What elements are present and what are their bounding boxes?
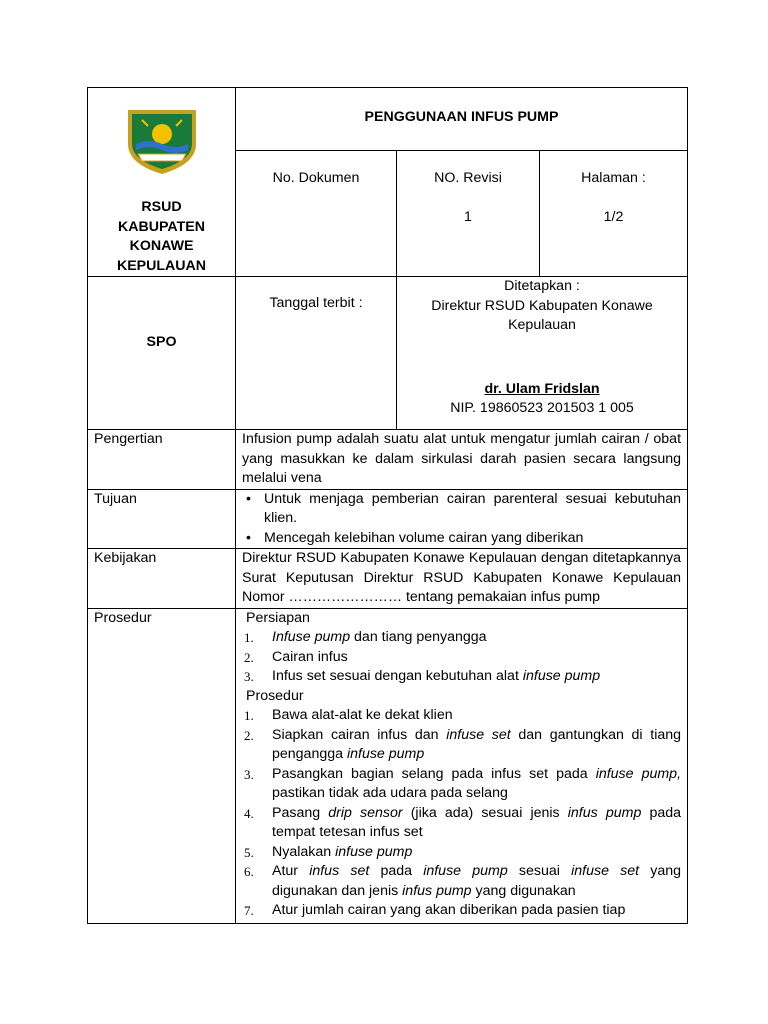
spo-label: SPO [88, 277, 236, 430]
item-number: 2. [244, 649, 254, 665]
list-item [242, 804, 681, 843]
item-text-italic: drip sensor [328, 804, 403, 821]
item-number: 6. [244, 864, 254, 879]
item-text: (jika ada) sesuai jenis [402, 804, 568, 821]
item-text-italic: infus pump [567, 804, 642, 821]
item-text-italic: infuse pump [522, 668, 601, 684]
signer-name: dr. Ulam Fridslan [484, 380, 600, 397]
halaman-label: Halaman : [581, 170, 646, 187]
item-number: 4. [244, 805, 254, 821]
list-item [242, 706, 681, 726]
document-title: PENGGUNAAN INFUS PUMP [236, 88, 688, 151]
item-text-italic: infus set [309, 863, 370, 879]
persiapan-heading: Persiapan [246, 609, 310, 626]
item-text-italic: Infuse pump [272, 629, 351, 645]
hospital-name-line-1: RSUD [141, 199, 182, 215]
prosedur-list [242, 706, 681, 921]
hospital-name-line-4: KEPULAUAN [116, 257, 207, 274]
item-text-italic: infuse pump [346, 746, 425, 762]
list-item: • Mencegah kelebihan volume cairan yang diberikan [242, 529, 681, 549]
no-revisi-label: NO. Revisi [434, 170, 502, 187]
prosedur-label: Prosedur [88, 608, 236, 923]
no-revisi-cell [397, 151, 540, 277]
item-number: 3. [244, 669, 254, 684]
ditetapkan-cell [397, 277, 688, 430]
item-text-italic: infuse set [446, 726, 511, 743]
halaman-cell [540, 151, 688, 277]
item-text: pada [369, 863, 424, 879]
hospital-logo-icon [122, 104, 202, 176]
list-item [242, 862, 681, 901]
item-text: Infus set sesuai dengan kebutuhan alat [272, 668, 523, 684]
item-text-italic: infuse pump [335, 843, 413, 860]
halaman-value: 1/2 [603, 208, 624, 225]
item-number: 5. [244, 844, 254, 860]
prosedur-content [236, 608, 688, 923]
item-text: sesuai [507, 863, 572, 879]
kebijakan-text: Direktur RSUD Kabupaten Konawe Kepulauan dengan ditetapkannya Surat Keputusan Direktur RSUD Kabupaten Konawe Kepulauan Nomor …………………… tentang pemakaian infus pump [236, 549, 688, 609]
item-text-italic: infuse pump, [595, 765, 682, 782]
item-text: yang digunakan [471, 882, 576, 899]
item-text: Bawa alat-alat ke dekat klien [272, 707, 453, 723]
item-text-italic: infus pump [402, 882, 472, 899]
item-text: Atur [272, 863, 310, 879]
persiapan-list [242, 628, 681, 687]
item-number: 1. [244, 708, 254, 723]
pengertian-text: Infusion pump adalah suatu alat untuk mengatur jumlah cairan / obat yang masukkan ke dalam sirkulasi darah pasien secara langsung melalui vena [236, 430, 688, 490]
tujuan-label: Tujuan [88, 489, 236, 549]
item-text: pada tempat tetesan infus set [272, 804, 682, 840]
list-item [242, 648, 681, 668]
prosedur-heading: Prosedur [246, 687, 304, 704]
item-number: 7. [244, 903, 254, 918]
list-item [242, 628, 681, 648]
kebijakan-label: Kebijakan [88, 549, 236, 609]
list-item [242, 843, 681, 863]
item-text: Pasangkan bagian selang pada infus set pada [272, 765, 596, 782]
item-text: dan gantungkan di tiang pengangga [272, 726, 682, 762]
no-dokumen-cell [236, 151, 397, 277]
item-text: Atur jumlah cairan yang akan diberikan pada pasien tiap [272, 902, 626, 918]
item-text: dan tiang penyangga [350, 629, 487, 645]
item-text-italic: infuse pump [423, 863, 508, 879]
item-text: Cairan infus [272, 648, 348, 665]
hospital-header-cell [88, 88, 236, 277]
item-text: pastikan tidak ada udara pada selang [272, 785, 508, 801]
tujuan-list [242, 490, 681, 549]
hospital-name-line-2: KABUPATEN [118, 218, 205, 235]
item-text: Nyalakan [272, 843, 336, 860]
item-text: Siapkan cairan infus dan [272, 726, 447, 743]
direktur-line-1: Direktur RSUD Kabupaten Konawe [431, 297, 653, 314]
item-number: 1. [244, 630, 254, 645]
no-revisi-value: 1 [464, 208, 472, 225]
item-text: yang digunakan dan jenis [272, 863, 682, 899]
list-item: • Untuk menjaga pemberian cairan parenteral sesuai kebutuhan klien. [242, 490, 681, 529]
item-text-italic: infuse set [571, 863, 640, 879]
no-dokumen-label: No. Dokumen [272, 170, 360, 187]
ditetapkan-label: Ditetapkan : [504, 278, 580, 294]
signer-nip: NIP. 19860523 201503 1 005 [450, 400, 634, 416]
hospital-name-line-3: KONAWE [129, 238, 194, 254]
hospital-name [88, 198, 235, 276]
pengertian-label: Pengertian [88, 430, 236, 490]
tujuan-content [236, 489, 688, 549]
item-number: 2. [244, 727, 254, 743]
list-item [242, 901, 681, 921]
list-item [242, 765, 681, 804]
list-item [242, 726, 681, 765]
list-item [242, 667, 681, 687]
spo-document-table [87, 87, 688, 924]
item-number: 3. [244, 766, 254, 782]
item-text: Pasang [272, 804, 329, 821]
tanggal-terbit-label: Tanggal terbit : [236, 277, 397, 430]
direktur-line-2: Kepulauan [508, 317, 576, 333]
